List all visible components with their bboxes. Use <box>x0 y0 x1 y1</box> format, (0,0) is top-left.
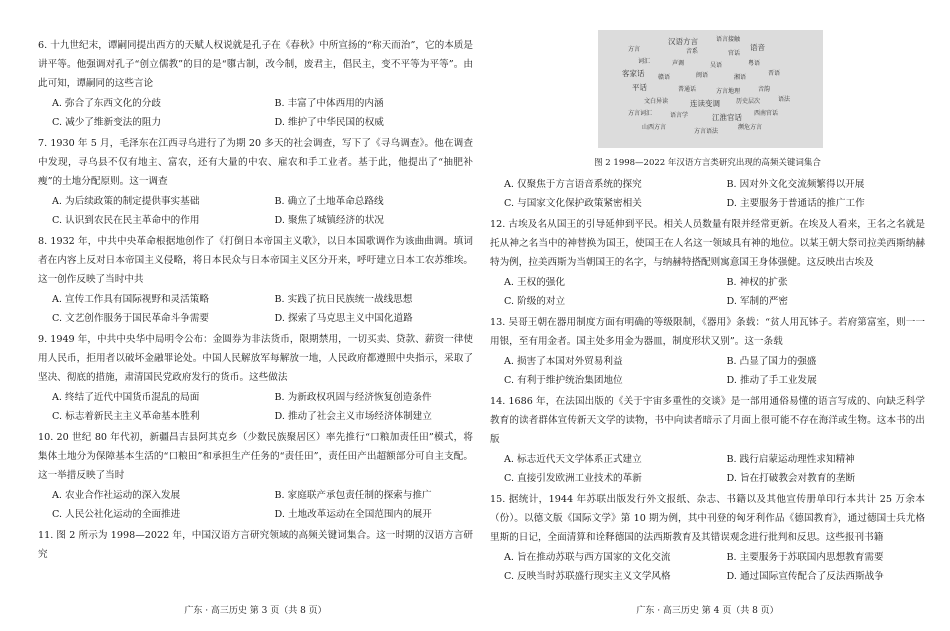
answer-option: A. 弥合了东西文化的分歧 <box>52 98 161 109</box>
answer-option: D. 通过国际宣传配合了反法西斯战争 <box>726 571 884 582</box>
answer-option: D. 主要服务于普通话的推广工作 <box>726 198 865 209</box>
answer-option: C. 人民公社化运动的全面推进 <box>52 509 181 520</box>
option-grid <box>490 175 925 213</box>
keyword: 方言 <box>628 46 641 53</box>
keyword: 汉语方言 <box>668 37 698 46</box>
keyword: 闽语 <box>696 72 709 79</box>
question-stem: 13. 吴哥王朝在器用制度方面有明确的等级限制，《器用》条载：“贫人用瓦钵子。若府第富室，则一一用银，至有用金者。国主处多用金为器皿，制度形状又别”。这一条载 <box>490 317 925 347</box>
answer-option: B. 凸显了国力的强盛 <box>726 356 817 367</box>
question-stem: 11. 图 2 所示为 1998—2022 年，中国汉语方言研究领域的高频关键词集合。这一时期的汉语方言研究 <box>38 530 473 560</box>
keyword: 赣语 <box>658 74 671 81</box>
keyword: 官话 <box>728 50 741 57</box>
answer-option: B. 家庭联产承包责任制的探索与推广 <box>274 490 432 501</box>
answer-option: D. 军制的严密 <box>726 296 788 307</box>
answer-option: C. 反映当时苏联盛行现实主义文学风格 <box>504 571 671 582</box>
keyword: 语音 <box>750 43 765 52</box>
answer-option: C. 标志着新民主主义革命基本胜利 <box>52 411 200 422</box>
answer-option: B. 为新政权巩固与经济恢复创造条件 <box>274 392 432 403</box>
question-stem: 8. 1932 年，中共中央革命根据地创作了《打倒日本帝国主义歌》，以日本国歌调作为该曲曲调。填词者在内容上反对日本帝国主义侵略，将日本民众与日本帝国主义区分开来，呼吁建立日本工农苏维埃。这一创作反映了当时中共 <box>38 236 473 285</box>
answer-option: B. 主要服务于苏联国内思想教育需要 <box>726 552 884 563</box>
keyword: 词汇 <box>638 58 651 65</box>
question <box>38 36 473 132</box>
option-grid <box>38 94 473 132</box>
answer-option: D. 推动了社会主义市场经济体制建立 <box>274 411 432 422</box>
answer-option: A. 宣传工作具有国际视野和灵活策略 <box>52 294 209 305</box>
keyword: 方言地理 <box>716 88 741 95</box>
keyword: 方言语法 <box>694 128 719 135</box>
answer-option: D. 维护了中华民国的权威 <box>274 117 384 128</box>
keyword: 历史层次 <box>736 98 761 105</box>
question-stem: 12. 古埃及名从国王的引导延伸到平民。相关人员数量有限并经常更新。在埃及人看来，王名之名就是托从神之名当中的神替换为国王，使国王在人名这一领域具有神的地位。以某王朝大祭司拉美西斯纳赫特为例，拉美西斯为当朝国王的名字，与纳赫特搭配则寓意国王身体强健。这反映出古埃及 <box>490 219 925 268</box>
keyword: 连读变调 <box>690 99 720 108</box>
answer-option: C. 直接引发欧洲工业技术的革新 <box>504 473 642 484</box>
option-grid <box>490 352 925 390</box>
answer-option: B. 实践了抗日民族统一战线思想 <box>274 294 413 305</box>
answer-option: B. 确立了土地革命总路线 <box>274 196 384 207</box>
answer-option: D. 聚焦了城镇经济的状况 <box>274 215 384 226</box>
question <box>490 490 925 586</box>
keyword: 吴语 <box>710 62 723 69</box>
question <box>38 526 473 564</box>
answer-option: C. 阶级的对立 <box>504 296 566 307</box>
keyword: 普通话 <box>678 86 697 93</box>
keyword: 方言词汇 <box>628 110 653 117</box>
question <box>490 313 925 390</box>
option-grid <box>38 486 473 524</box>
footer-left: 广东 · 高三历史 第 3 页（共 8 页） <box>184 606 327 616</box>
keyword: 音韵 <box>758 86 771 93</box>
keyword: 山西方言 <box>642 124 667 131</box>
answer-option: D. 土地改革运动在全国范围内的展开 <box>274 509 432 520</box>
option-grid <box>38 192 473 230</box>
question-stem: 9. 1949 年，中共中央华中局明令公布：金圆券为非法货币，限期禁用，一切买卖、贷款、薪资一律使用人民币，拒用者以破坏金融罪论处。中国人民解放军每解放一地，人民政府都遵照中央指示，采取了坚决、彻底的措施，肃清国民党政府发行的货币。这些做法 <box>38 334 473 383</box>
question <box>490 215 925 311</box>
answer-option: A. 农业合作社运动的深入发展 <box>52 490 181 501</box>
option-grid <box>490 450 925 488</box>
question <box>490 392 925 488</box>
answer-option: D. 旨在打破教会对教育的垄断 <box>726 473 856 484</box>
answer-option: A. 为后续政策的制定提供事实基础 <box>52 196 200 207</box>
figure-caption: 图 2 1998—2022 年汉语方言类研究出现的高频关键词集合 <box>594 158 821 168</box>
keyword: 平话 <box>632 83 647 92</box>
answer-option: C. 减少了维新变法的阻力 <box>52 117 162 128</box>
keyword: 粤语 <box>748 60 761 67</box>
answer-option: A. 标志近代天文学体系正式建立 <box>504 454 642 465</box>
right-page <box>490 0 925 588</box>
answer-option: D. 推动了手工业发展 <box>726 375 817 386</box>
answer-option: B. 因对外文化交流频繁得以开展 <box>726 179 865 190</box>
answer-option: D. 探索了马克思主义中国化道路 <box>274 313 413 324</box>
answer-option: A. 终结了近代中国货币混乱的局面 <box>52 392 200 403</box>
question-stem: 6. 十九世纪末，谭嗣同提出西方的天赋人权说就是孔子在《春秋》中所宣扬的“称天而治”，它的本质是讲平等。他强调对孔子“创立儒教”的目的是“隳古制，改今制，废君主，倡民主，变不平等为平等”。由此可知，谭嗣同的这些言论 <box>38 40 473 89</box>
answer-option: A. 王权的强化 <box>504 277 565 288</box>
question-stem: 10. 20 世纪 80 年代初，新疆昌吉县阿其克乡（少数民族聚居区）率先推行“口粮加责任田”模式，将集体土地分为保障基本生活的“口粮田”和承担生产任务的“责任田”，责任田产出超额部分可自主支配。这一举措反映了当时 <box>38 432 473 481</box>
question-stem: 15. 据统计，1944 年苏联出版发行外文报纸、杂志、书籍以及其他宣传册单印行本共计 25 万余本（份）。以德文版《国际文学》第 10 期为例，其中刊登的匈牙利作品《德国教育》，通过德国士兵尤格里斯的日记，全面清算和诠释德国的法西斯教育及其错误观念进行批判和反思。这些报刊书籍 <box>490 494 925 543</box>
answer-option: C. 文艺创作服务于国民革命斗争需要 <box>52 313 210 324</box>
keyword: 濒危方言 <box>738 124 763 131</box>
question <box>38 330 473 426</box>
left-question-list <box>38 0 473 564</box>
answer-option: A. 损害了本国对外贸易利益 <box>504 356 623 367</box>
right-question-list <box>490 0 925 586</box>
question-stem: 7. 1930 年 5 月，毛泽东在江西寻乌进行了为期 20 多天的社会调查，写下了《寻乌调查》。他在调查中发现，寻乌县不仅有地主、富农，还有大量的中农、雇农和手工业者。基于此，他提出了“抽肥补瘦”的土地分配原则。这一调查 <box>38 138 473 187</box>
option-grid <box>38 290 473 328</box>
answer-option: B. 神权的扩张 <box>726 277 788 288</box>
keyword: 江淮官话 <box>712 113 742 122</box>
keyword: 语法 <box>778 96 791 103</box>
keyword: 湘语 <box>734 74 747 81</box>
answer-option: C. 认识到农民在民主革命中的作用 <box>52 215 200 226</box>
keyword: 客家话 <box>622 69 645 78</box>
keyword: 文白异读 <box>644 98 669 105</box>
footer-right: 广东 · 高三历史 第 4 页（共 8 页） <box>636 606 779 616</box>
answer-option: A. 仅聚焦于方言语音系统的探究 <box>504 179 642 190</box>
keyword: 语言接触 <box>716 36 741 43</box>
answer-option: C. 有利于维护统治集团地位 <box>504 375 623 386</box>
answer-option: C. 与国家文化保护政策紧密相关 <box>504 198 642 209</box>
answer-option: A. 旨在推动苏联与西方国家的文化交流 <box>504 552 671 563</box>
keyword: 西南官话 <box>754 110 779 117</box>
left-page <box>38 0 473 564</box>
question-stem: 14. 1686 年，在法国出版的《关于宇宙多重性的交谈》是一部用通俗易懂的语言写成的、向缺乏科学教育的读者群体宣传新天文学的读物，书中向读者暗示了月面上很可能不存在海洋或生物。这本书的出版 <box>490 396 925 445</box>
question <box>38 134 473 230</box>
keyword: 音系 <box>686 48 699 55</box>
option-grid <box>490 548 925 586</box>
keyword: 声调 <box>672 60 685 67</box>
question <box>38 428 473 524</box>
keyword: 晋语 <box>768 70 781 77</box>
question <box>490 175 925 213</box>
question <box>38 232 473 328</box>
keyword: 语言学 <box>670 112 689 119</box>
option-grid <box>38 388 473 426</box>
answer-option: B. 丰富了中体西用的内涵 <box>274 98 384 109</box>
option-grid <box>490 273 925 311</box>
answer-option: B. 践行启蒙运动理性求知精神 <box>726 454 855 465</box>
